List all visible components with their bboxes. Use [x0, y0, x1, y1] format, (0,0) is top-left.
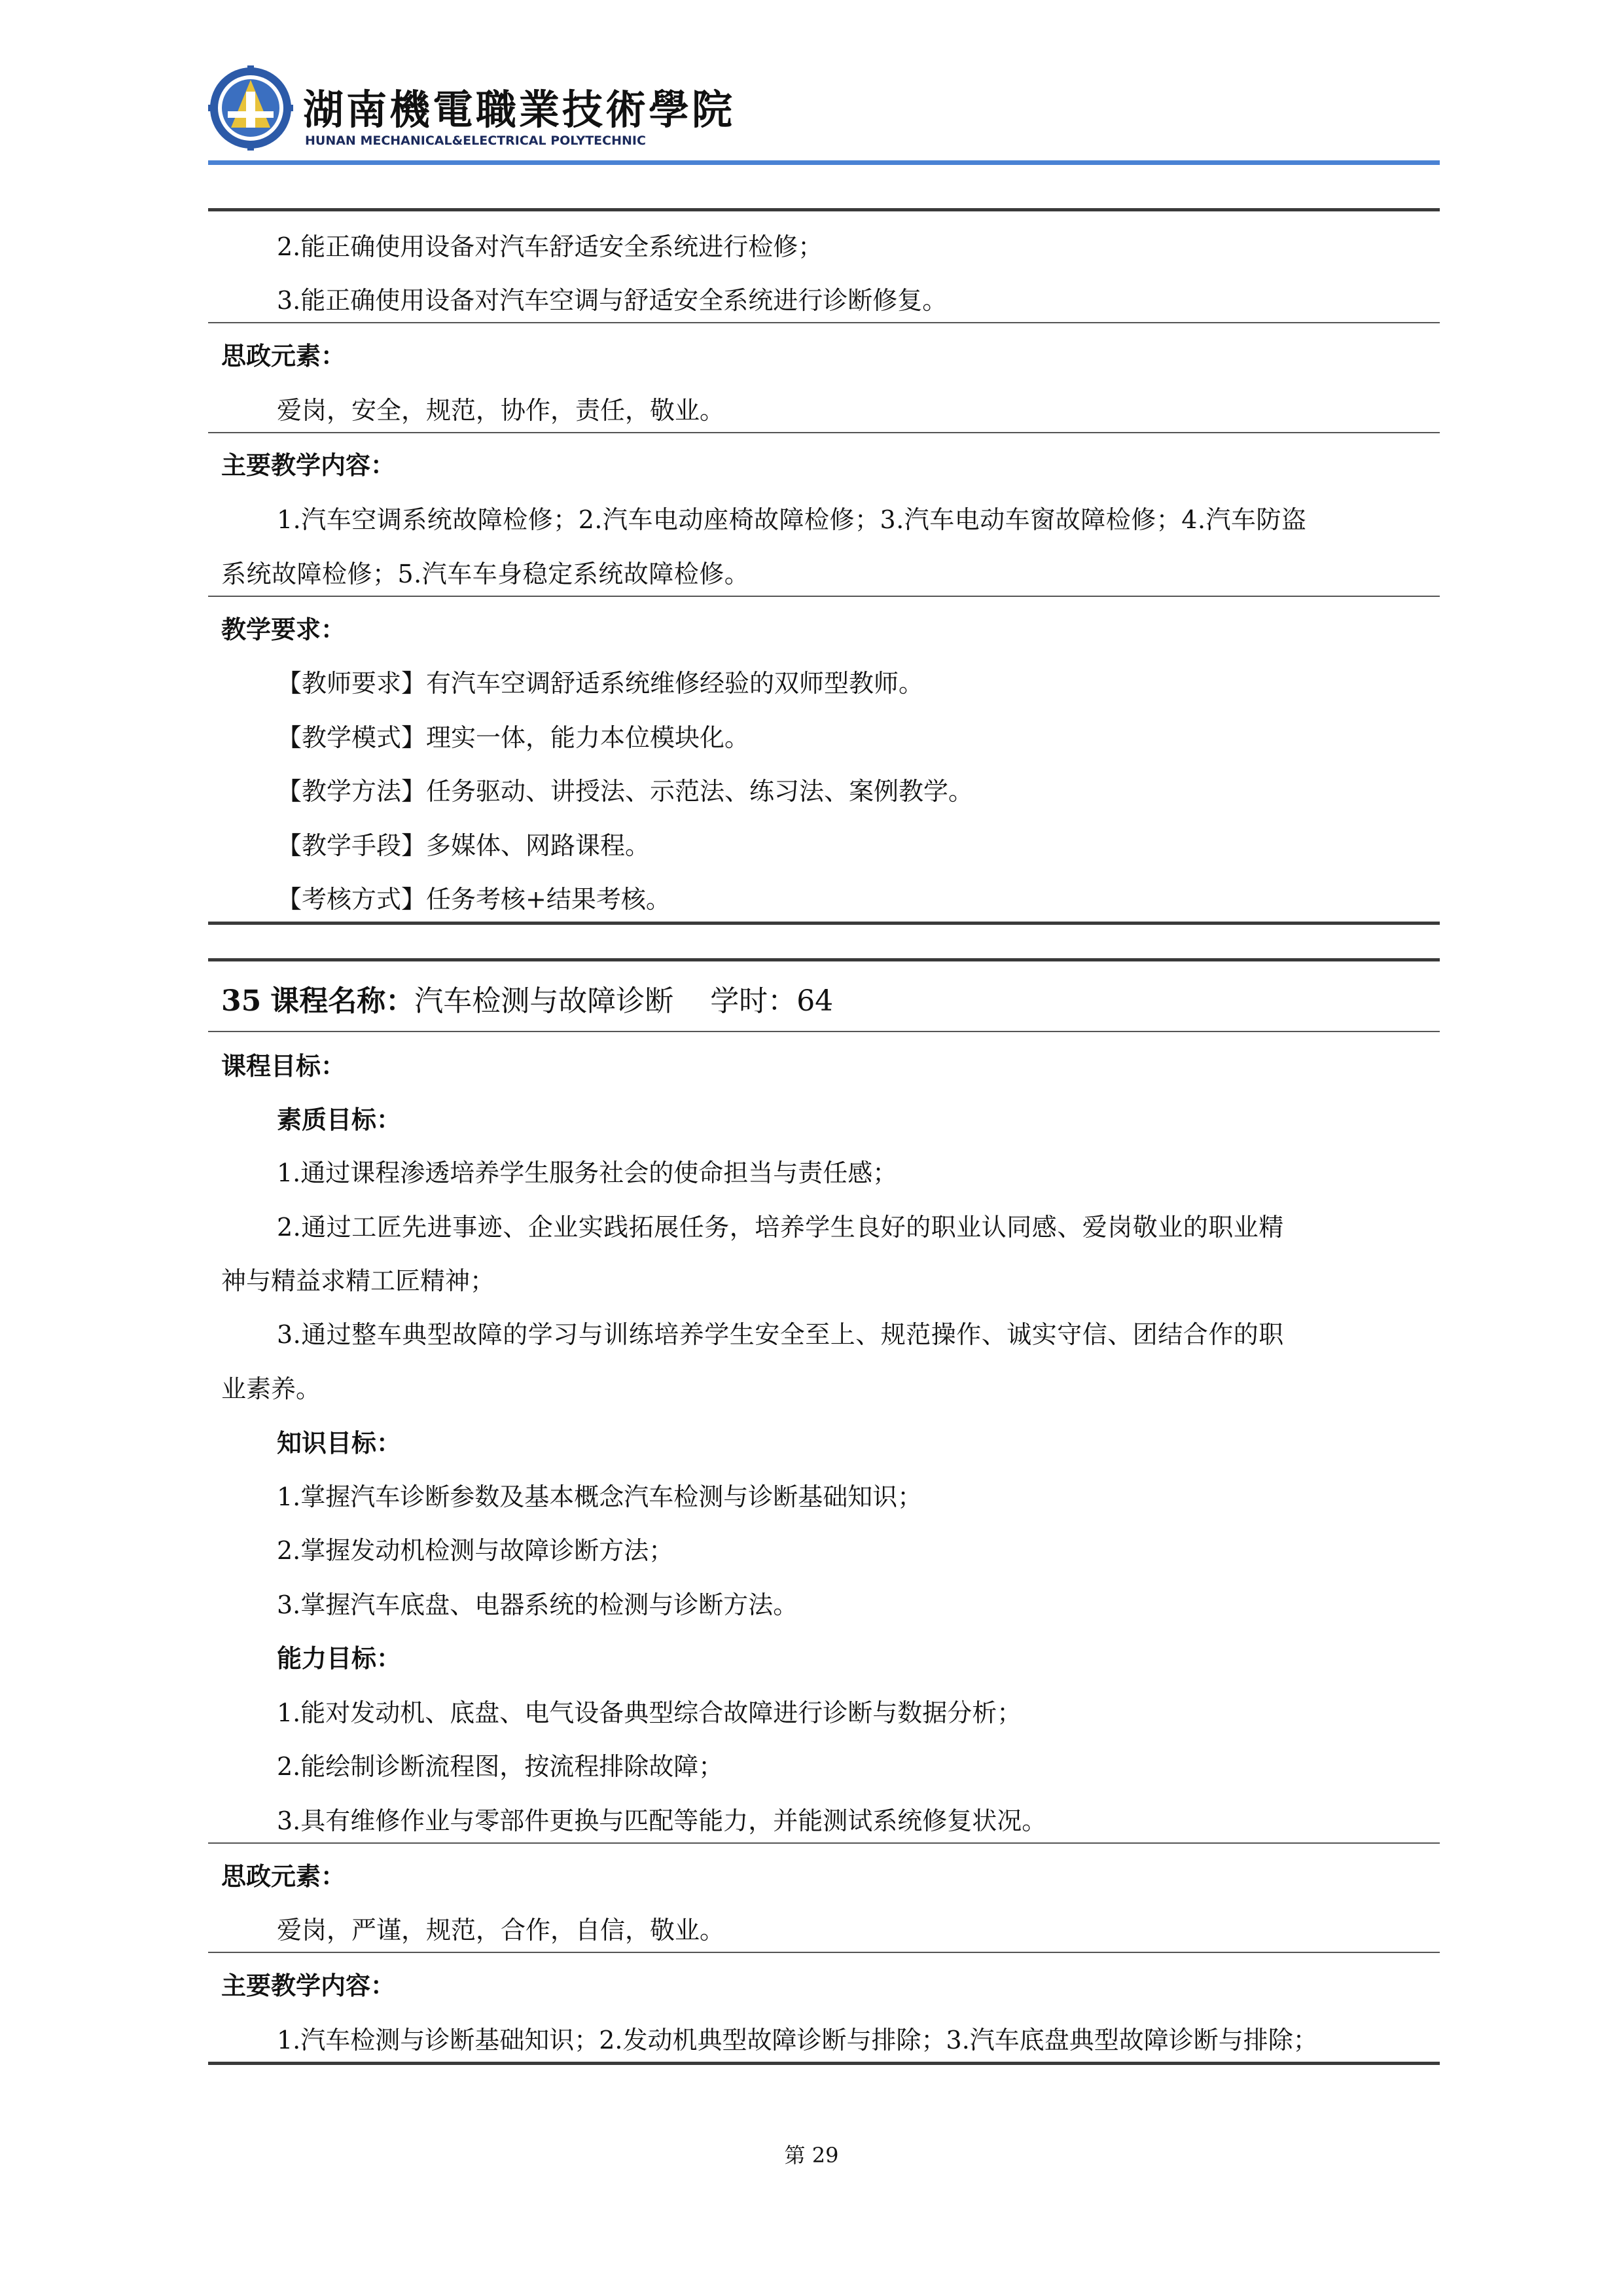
course-name-label: 课程名称： — [270, 984, 415, 1018]
course-hours: 64 — [796, 984, 834, 1018]
quality-item: 神与精益求精工匠精神； — [221, 1266, 495, 1295]
course-number: 35 — [221, 984, 262, 1018]
ability-item: 3.能正确使用设备对汽车空调与舒适安全系统进行诊断修复。 — [277, 286, 948, 315]
knowledge-item: 3.掌握汽车底盘、电器系统的检测与诊断方法。 — [277, 1590, 798, 1619]
content-text: 1.汽车检测与诊断基础知识；2.发动机典型故障诊断与排除；3.汽车底盘典型故障诊断与排除； — [277, 2026, 1318, 2054]
page-header — [208, 65, 1440, 170]
course-title — [221, 984, 834, 1018]
page-number: 第 29 — [784, 2143, 839, 2168]
ability-item: 2.能绘制诊断流程图，按流程排除故障； — [277, 1752, 724, 1781]
quality-goal-label: 素质目标： — [277, 1105, 402, 1134]
row-divider — [208, 432, 1440, 433]
requirement-item: 【教学模式】理实一体，能力本位模块化。 — [277, 723, 750, 752]
row-divider — [208, 596, 1440, 597]
section-top-rule — [208, 958, 1440, 961]
row-divider — [208, 322, 1440, 323]
section-bottom-rule — [208, 2062, 1440, 2065]
section-top-rule — [208, 208, 1440, 211]
content-label: 主要教学内容： — [221, 450, 396, 480]
quality-item: 1.通过课程渗透培养学生服务社会的使命担当与责任感； — [277, 1158, 898, 1187]
ability-goal-label: 能力目标： — [277, 1643, 402, 1673]
quality-item: 2.通过工匠先进事迹、企业实践拓展任务，培养学生良好的职业认同感、爱岗敬业的职业精 — [277, 1213, 1284, 1242]
school-name-cn: 湖南機電職業技術學院 — [303, 86, 736, 134]
content-label: 主要教学内容： — [221, 1971, 396, 2000]
content-text: 1.汽车空调系统故障检修；2.汽车电动座椅故障检修；3.汽车电动车窗故障检修；4.汽车防盗 — [277, 505, 1307, 534]
ideology-label: 思政元素： — [221, 341, 346, 370]
knowledge-item: 1.掌握汽车诊断参数及基本概念汽车检测与诊断基础知识； — [277, 1482, 923, 1511]
row-divider — [208, 1952, 1440, 1953]
row-divider — [208, 1842, 1440, 1844]
requirement-item: 【教学手段】多媒体、网路课程。 — [277, 831, 651, 860]
requirements-label: 教学要求： — [221, 615, 346, 644]
ideology-text: 爱岗，严谨，规范，合作，自信，敬业。 — [277, 1916, 725, 1945]
content-text: 系统故障检修；5.汽车车身稳定系统故障检修。 — [221, 560, 750, 588]
ability-item: 1.能对发动机、底盘、电气设备典型综合故障进行诊断与数据分析； — [277, 1698, 1022, 1727]
school-logo-icon — [208, 65, 293, 151]
quality-item: 业素养。 — [221, 1374, 321, 1403]
requirement-item: 【考核方式】任务考核+结果考核。 — [277, 885, 671, 914]
ability-item: 2.能正确使用设备对汽车舒适安全系统进行检修； — [277, 232, 823, 261]
requirement-item: 【教师要求】有汽车空调舒适系统维修经验的双师型教师。 — [277, 669, 924, 698]
header-rule — [208, 160, 1440, 165]
ability-item: 3.具有维修作业与零部件更换与匹配等能力，并能测试系统修复状况。 — [277, 1806, 1047, 1835]
goal-label: 课程目标： — [221, 1051, 346, 1081]
requirement-item: 【教学方法】任务驱动、讲授法、示范法、练习法、案例教学。 — [277, 777, 974, 806]
section-bottom-rule — [208, 922, 1440, 925]
row-divider — [208, 1031, 1440, 1032]
school-name-en: HUNAN MECHANICAL&ELECTRICAL POLYTECHNIC — [305, 134, 646, 148]
knowledge-goal-label: 知识目标： — [277, 1428, 402, 1458]
course-name: 汽车检测与故障诊断 — [414, 984, 674, 1018]
quality-item: 3.通过整车典型故障的学习与训练培养学生安全至上、规范操作、诚实守信、团结合作的职 — [277, 1320, 1284, 1349]
ideology-text: 爱岗，安全，规范，协作，责任，敬业。 — [277, 396, 725, 425]
knowledge-item: 2.掌握发动机检测与故障诊断方法； — [277, 1536, 674, 1565]
course-hours-label: 学时： — [710, 984, 797, 1018]
ideology-label: 思政元素： — [221, 1861, 346, 1891]
